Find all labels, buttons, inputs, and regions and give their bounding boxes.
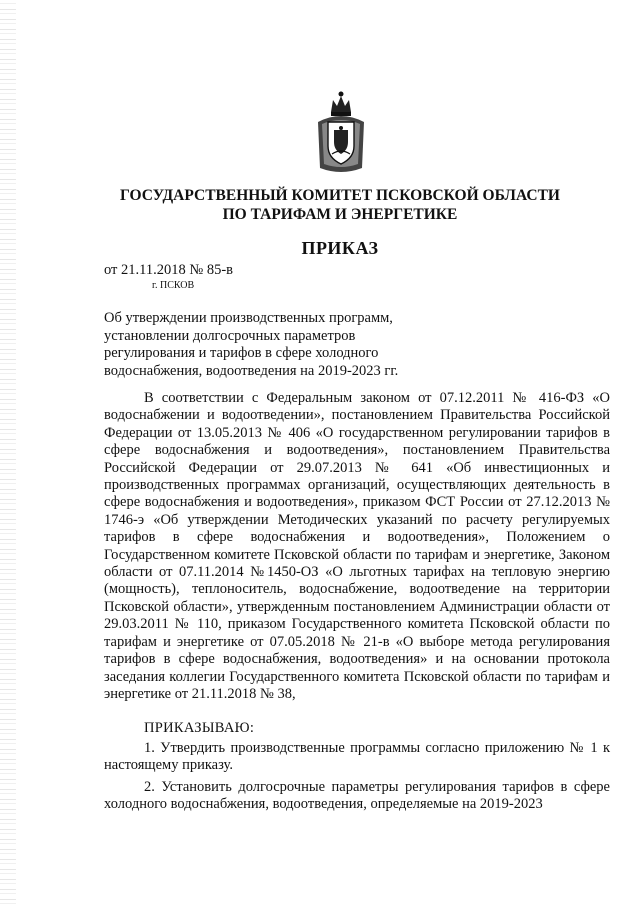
agency-name-line1: ГОСУДАРСТВЕННЫЙ КОМИТЕТ ПСКОВСКОЙ ОБЛАСТИ — [119, 187, 560, 204]
document-type: ПРИКАЗ — [301, 238, 379, 258]
subject-line: регулирования и тарифов в сфере холодного — [104, 345, 379, 361]
pskov-coat-of-arms-icon — [314, 90, 368, 176]
document-preamble — [104, 390, 610, 703]
document-date-number: от 21.11.2018 № 85-в — [104, 262, 233, 278]
subject-line: Об утверждении производственных программ, — [104, 310, 393, 326]
scan-edge — [0, 0, 16, 905]
subject-line: водоснабжения, водоотведения на 2019-2023 гг. — [104, 362, 399, 379]
preamble-paragraph: В соответствии с Федеральным законом от 07.12.2011 № 416-ФЗ «О водоснабжении и водоотведении», постановлением Правительства Российской Федерации от 13.05.2013 № 406 «О государственном регулировании тарифов в сфере водоснабжения и водоотведения», постановлением Правительства Российской Федерации от 29.07.2013 № 641 «Об инвестиционных и производственных программах организаций, осуществляющих деятельность в сфере водоснабжения и водоотведения», приказом ФСТ России от 27.12.2013 № 1746-э «Об утверждении Методических указаний по расчету регулируемых тарифов в сфере водоснабжения и водоотведения», Положением о Государственном комитете Псковской области по тарифам и энергетике, Законом области от 07.11.2014 №1450-ОЗ «О льготных тарифах на тепловую энергию (мощность), теплоноситель, водоснабжение, водоотведение на территории Псковской области», утвержденным постановлением Администрации области от 29.03.2011 № 110, приказом Государственного комитета Псковской области по тарифам и энергетике от 07.05.2018 № 21-в «О выборе метода регулирования тарифов в сфере водоснабжения, водоотведения» и на основании протокола заседания коллегии Государственного комитета Псковской области по тарифам и энергетике от 21.11.2018 № 38, — [104, 390, 610, 702]
agency-name-line2: ПО ТАРИФАМ И ЭНЕРГЕТИКЕ — [222, 206, 458, 223]
document-subject — [104, 310, 434, 380]
subject-line: установлении долгосрочных параметров — [104, 327, 356, 344]
document-city: г. ПСКОВ — [152, 280, 195, 291]
decree-item: 2. Установить долгосрочные параметры регулирования тарифов в сфере холодного водоснабжения, водоотведения, определяемые на 2019-2023 — [104, 778, 610, 813]
decree-word: ПРИКАЗЫВАЮ: — [144, 720, 255, 736]
decree-item: 1. Утвердить производственные программы согласно приложению № 1 к настоящему приказу. — [104, 740, 610, 774]
decree-items — [104, 740, 610, 818]
